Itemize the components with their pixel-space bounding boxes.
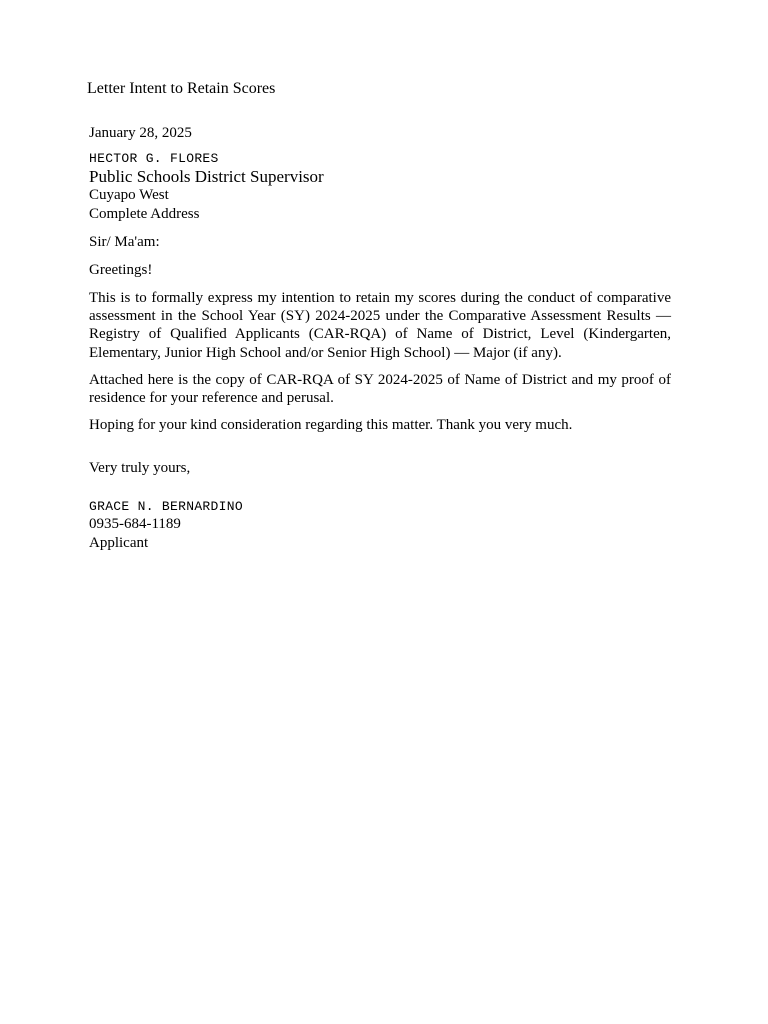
- recipient-address: Complete Address: [89, 206, 200, 222]
- recipient-block: [89, 149, 671, 224]
- body-paragraph-attachment: Attached here is the copy of CAR-RQA of SY 2024-2025 of Name of District and my proof of residence for your reference and perusal.: [89, 371, 671, 407]
- complimentary-close: Very truly yours,: [89, 460, 191, 477]
- salutation: Sir/ Ma'am:: [89, 234, 160, 250]
- greeting: Greetings!: [89, 262, 153, 278]
- recipient-district: Cuyapo West: [89, 187, 169, 203]
- letter-date: January 28, 2025: [89, 125, 192, 141]
- recipient-name: HECTOR G. FLORES: [89, 151, 219, 166]
- sender-name: GRACE N. BERNARDINO: [89, 499, 243, 515]
- document-title: Letter Intent to Retain Scores: [87, 80, 276, 97]
- recipient-position: Public Schools District Supervisor: [89, 167, 324, 186]
- sender-role: Applicant: [89, 535, 149, 552]
- sender-phone: 0935-684-1189: [89, 516, 181, 533]
- signature-block: [89, 499, 671, 553]
- body-paragraph-closing-remark: Hoping for your kind consideration regarding this matter. Thank you very much.: [89, 417, 573, 434]
- body-paragraph-intent: This is to formally express my intention to retain my scores during the conduct of comparative assessment in the School Year (SY) 2024-2025 under the Comparative Assessment Results — Registry of Qualified Applicants (CAR-RQA) of Name of District, Level (Kindergarten, Elementary, Junior High School and/or Senior High School) — Major (if any).: [89, 290, 671, 361]
- letter-body: [89, 123, 671, 553]
